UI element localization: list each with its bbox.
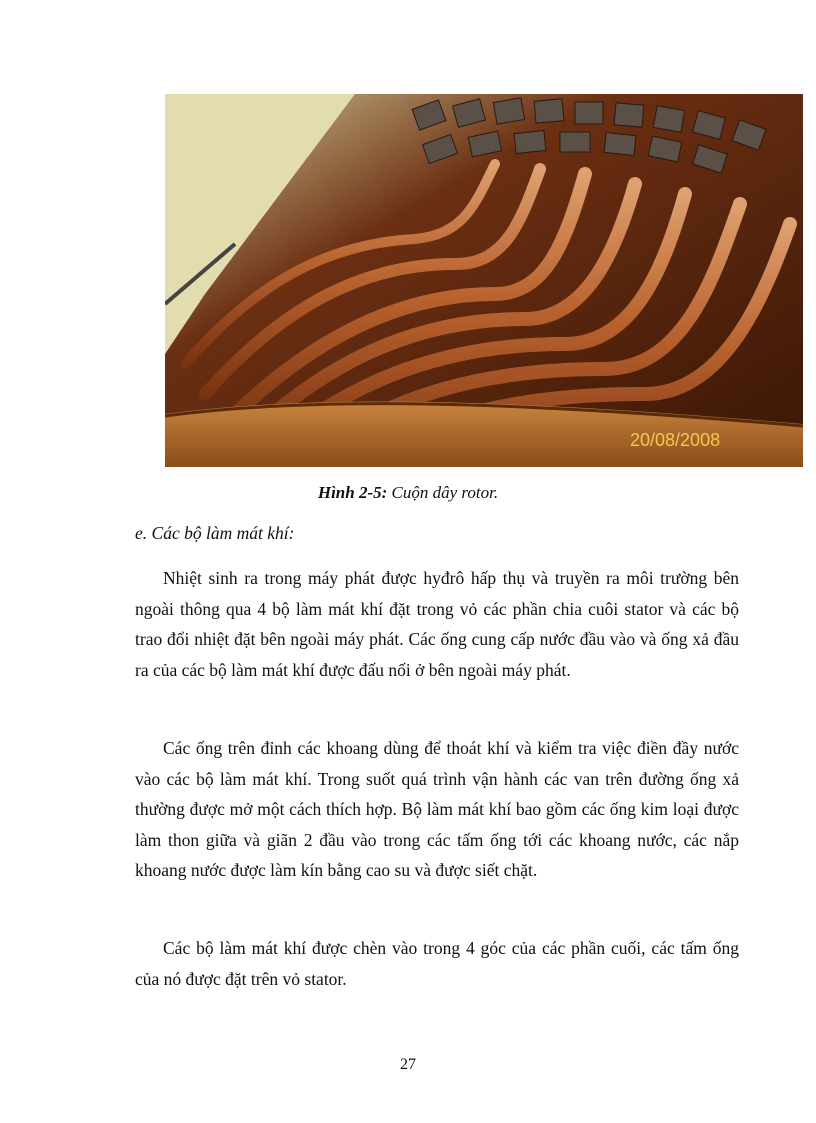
paragraph-3-text: Các bộ làm mát khí được chèn vào trong 4 góc của các phần cuối, các tấm ống của nó được đặt trên vỏ stator. [135, 938, 739, 989]
paragraph-1-text: Nhiệt sinh ra trong máy phát được hyđrô hấp thụ và truyền ra môi trường bên ngoài thông qua 4 bộ làm mát khí đặt trong vỏ các phần chia cuôi stator và các bộ trao đổi nhiệt đặt bên ngoài máy phát. Các ống cung cấp nước đầu vào và ống xả đầu ra của các bộ làm mát khí được đấu nối ở bên ngoài máy phát. [135, 568, 739, 680]
page-number: 27 [400, 1056, 416, 1073]
paragraph-3 [135, 933, 739, 994]
figure-caption [0, 483, 816, 503]
figure-caption-label: Hình 2-5: [317, 483, 388, 502]
paragraph-2 [135, 733, 739, 886]
rotor-coil-illustration [165, 94, 803, 467]
photo-date-stamp: 20/08/2008 [630, 430, 721, 450]
section-heading: e. Các bộ làm mát khí: [135, 523, 295, 543]
figure-caption-text: Cuộn dây rotor. [387, 483, 499, 502]
paragraph-1 [135, 563, 739, 685]
paragraph-2-text: Các ống trên đỉnh các khoang dùng để thoát khí và kiểm tra việc điền đầy nước vào các bộ làm mát khí. Trong suốt quá trình vận hành các van trên đường ống xả thường được mở một cách thích hợp. Bộ làm mát khí bao gồm các ống kim loại được làm thon giữa và giãn 2 đầu vào trong các tấm ống tới các khoang nước, các nắp khoang nước được làm kín bằng cao su và được siết chặt. [135, 738, 739, 880]
rotor-coil-photo [165, 94, 803, 467]
